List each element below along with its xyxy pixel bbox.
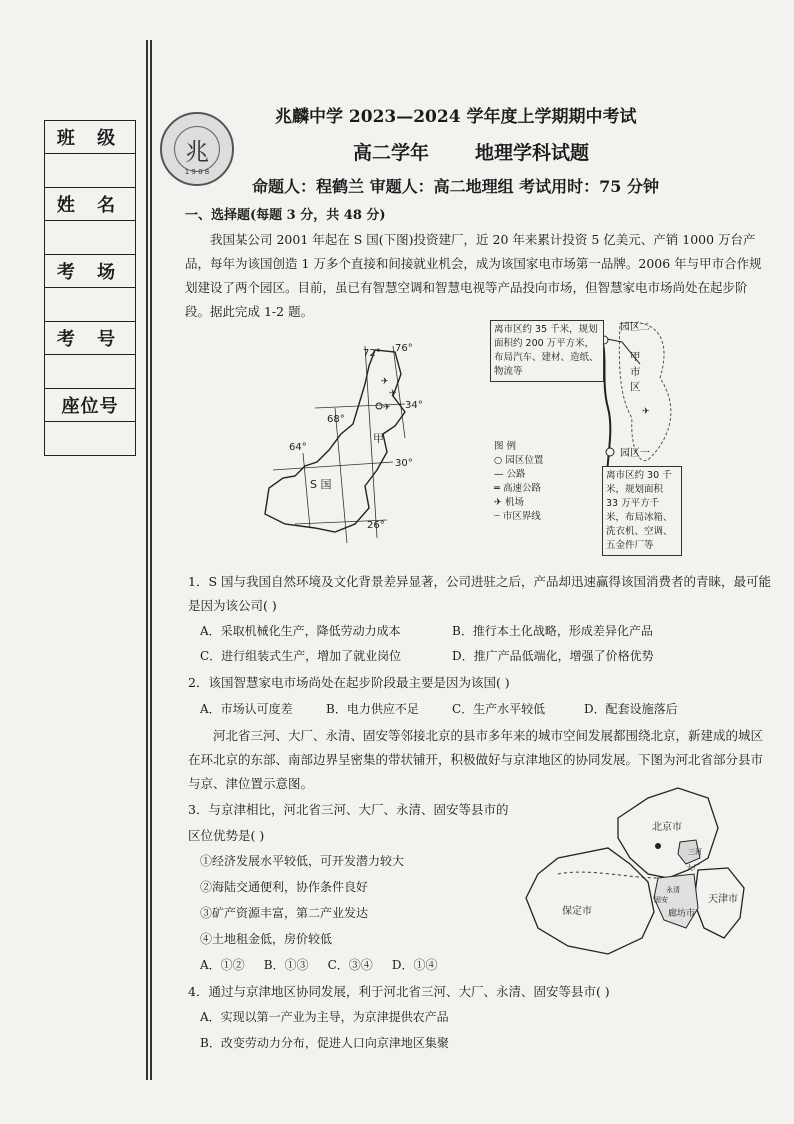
q2-option-c[interactable]: C．生产水平较低 — [452, 702, 546, 716]
q3-item-1: ①经济发展水平较低，可开发潜力较大 — [200, 854, 405, 868]
label-34: 34° — [405, 400, 423, 411]
capital-icon — [376, 403, 382, 409]
label-yongqing: 永清 — [666, 886, 680, 894]
legend-road: — 公路 — [494, 469, 526, 480]
meridian-68 — [335, 408, 347, 543]
label-30: 30° — [395, 458, 413, 469]
q4-option-a[interactable]: A．实现以第一产业为主导，为京津提供农产品 — [200, 1010, 449, 1024]
binding-line — [146, 40, 148, 1080]
q1-option-b[interactable]: B．推行本土化战略，形成差异化产品 — [452, 624, 653, 638]
parallel-34 — [315, 404, 405, 408]
beijing-boundary — [618, 788, 718, 878]
q2-option-a[interactable]: A．市场认可度差 — [200, 702, 293, 716]
q1-option-c[interactable]: C．进行组装式生产，增加了就业岗位 — [200, 649, 402, 663]
legend-boundary-symbol: ┄ — [494, 511, 503, 522]
subject-label: 地理学科试题 — [475, 142, 590, 164]
passage-1: 我国某公司 2001 年起在 S 国(下图)投资建厂，近 20 年来累计投资 5 亿美元、产销 1000 万台产品，每年为该国创造 1 万多个直接和间接就业机会，成为该国家电市场第一品牌。2006 年与甲市合作规划建设了两个园区。目前，虽已有智慧空调和智慧电视等产品投向市场，但智慧家电市场尚处在起步阶段。据此完成 1-2 题。 — [185, 232, 762, 319]
binding-line-2 — [150, 40, 152, 1080]
field-exam-room[interactable] — [45, 288, 135, 322]
question-3-stem-2: 区位优势是( ) — [188, 828, 265, 843]
field-exam-number[interactable] — [45, 355, 135, 389]
exam-subtitle — [353, 138, 589, 165]
legend-highway: ═ 高速公路 — [494, 483, 542, 494]
legend-road-symbol: — — [494, 469, 507, 480]
passage-2: 河北省三河、大厂、永清、固安等邻接北京的县市多年来的城市空间发展都围绕北京，新建成的城区在环北京的东部、南部边界呈密集的带状铺开，积极做好与京津地区的协同发展。下图为河北省部分县市与京、津位置示意图。 — [188, 728, 764, 791]
airport-icon: ✈ — [383, 403, 391, 413]
airport-icon: ✈ — [381, 377, 389, 387]
city-boundary — [619, 322, 671, 460]
map-legend — [494, 440, 543, 524]
park-2-info-box: 离市区约 35 千米，规划面积约 200 万平方米，布局汽车、建材、造纸、物流等 — [490, 320, 604, 382]
beijing-capital-icon — [655, 843, 661, 849]
label-sanhe: 三河 — [688, 848, 702, 856]
exam-title: 兆麟中学 2023—2024 学年度上学期期中考试 — [275, 107, 637, 127]
label-seat-number: 座位号 — [45, 389, 135, 422]
label-exam-room: 考 场 — [45, 255, 135, 288]
q3-choices[interactable]: A．①② B．①③ C．③④ D．①④ — [200, 958, 438, 972]
label-baoding: 保定市 — [562, 906, 592, 917]
legend-title: 图 例 — [494, 441, 517, 452]
label-26: 26° — [367, 520, 385, 531]
school-seal-logo — [160, 112, 234, 186]
label-exam-number: 考 号 — [45, 322, 135, 355]
label-park-2: 园区二 — [620, 322, 650, 333]
q3-item-4: ④土地租金低，房价较低 — [200, 932, 333, 946]
q3-item-3: ③矿产资源丰富，第二产业发达 — [200, 906, 369, 920]
label-city-district: 甲市区 — [630, 351, 641, 393]
label-beijing: 北京市 — [652, 822, 682, 833]
legend-park-symbol: ○ — [494, 455, 506, 466]
legend-park: ○ 园区位置 — [494, 455, 544, 466]
question-1-stem: 1．S 国与我国自然环境及文化背景差异显著，公司进驻之后，产品却迅速赢得该国消费者的青睐，最可能是因为该公司( ) — [188, 574, 771, 613]
label-jia: 甲 — [373, 432, 384, 445]
question-3-stem-1: 3．与京津相比，河北省三河、大厂、永清、固安等县市的 — [188, 802, 509, 817]
label-68: 68° — [327, 414, 345, 425]
question-2-stem: 2．该国智慧家电市场尚处在起步阶段最主要是因为该国( ) — [188, 675, 510, 690]
student-info-table — [44, 120, 136, 456]
parallel-30 — [273, 462, 393, 470]
label-tianjin: 天津市 — [708, 894, 738, 905]
legend-highway-symbol: ═ — [494, 483, 504, 494]
q4-option-b[interactable]: B．改变劳动力分布，促进人口向京津地区集聚 — [200, 1036, 449, 1050]
label-dachang: 大厂 — [686, 864, 700, 872]
label-64: 64° — [289, 442, 307, 453]
field-seat-number[interactable] — [45, 422, 135, 455]
legend-airport: ✈ 机场 — [494, 497, 524, 508]
legend-boundary: ┄ 市区界线 — [494, 511, 541, 522]
q1-option-a[interactable]: A．采取机械化生产，降低劳动力成本 — [200, 624, 401, 638]
label-park-1: 园区一 — [620, 448, 650, 459]
exam-meta: 命题人：程鹤兰 审题人：高二地理组 考试用时：75 分钟 — [252, 177, 659, 196]
q3-item-2: ②海陆交通便利，协作条件良好 — [200, 880, 369, 894]
section-heading: 一、选择题(每题 3 分，共 48 分) — [185, 208, 386, 223]
q1-option-d[interactable]: D．推广产品低端化，增强了价格优势 — [452, 649, 654, 663]
label-guan: 固安 — [654, 896, 668, 904]
dashed-border — [558, 872, 658, 878]
country-s-map — [255, 338, 445, 548]
label-76: 76° — [395, 343, 413, 354]
park-1-location — [606, 448, 614, 456]
airport-icon: ✈ — [389, 389, 397, 399]
label-class: 班 级 — [45, 121, 135, 154]
baoding-boundary — [526, 848, 654, 954]
airport-icon: ✈ — [642, 407, 650, 417]
grade-label: 高二学年 — [353, 142, 430, 164]
field-class[interactable] — [45, 154, 135, 188]
label-name: 姓 名 — [45, 188, 135, 221]
label-72: 72° — [363, 348, 381, 359]
question-4-stem: 4．通过与京津地区协同发展，利于河北省三河、大厂、永清、固安等县市( ) — [188, 984, 610, 999]
seal-glyph: 兆 — [174, 126, 220, 172]
jingjin-region-map — [518, 778, 750, 963]
park-1-info-box: 离市区约 30 千米，规划面积 33 万平方千米，布局冰箱、洗衣机、空调、五金件厂等 — [602, 466, 682, 556]
airport-icon: ✈ — [494, 497, 505, 508]
q2-option-d[interactable]: D．配套设施落后 — [584, 702, 678, 716]
seal-year: 1 9 0 8 — [184, 168, 210, 176]
q2-option-b[interactable]: B．电力供应不足 — [326, 702, 419, 716]
field-name[interactable] — [45, 221, 135, 255]
label-langfang: 廊坊市 — [668, 909, 696, 919]
label-s-country: S 国 — [310, 478, 332, 491]
